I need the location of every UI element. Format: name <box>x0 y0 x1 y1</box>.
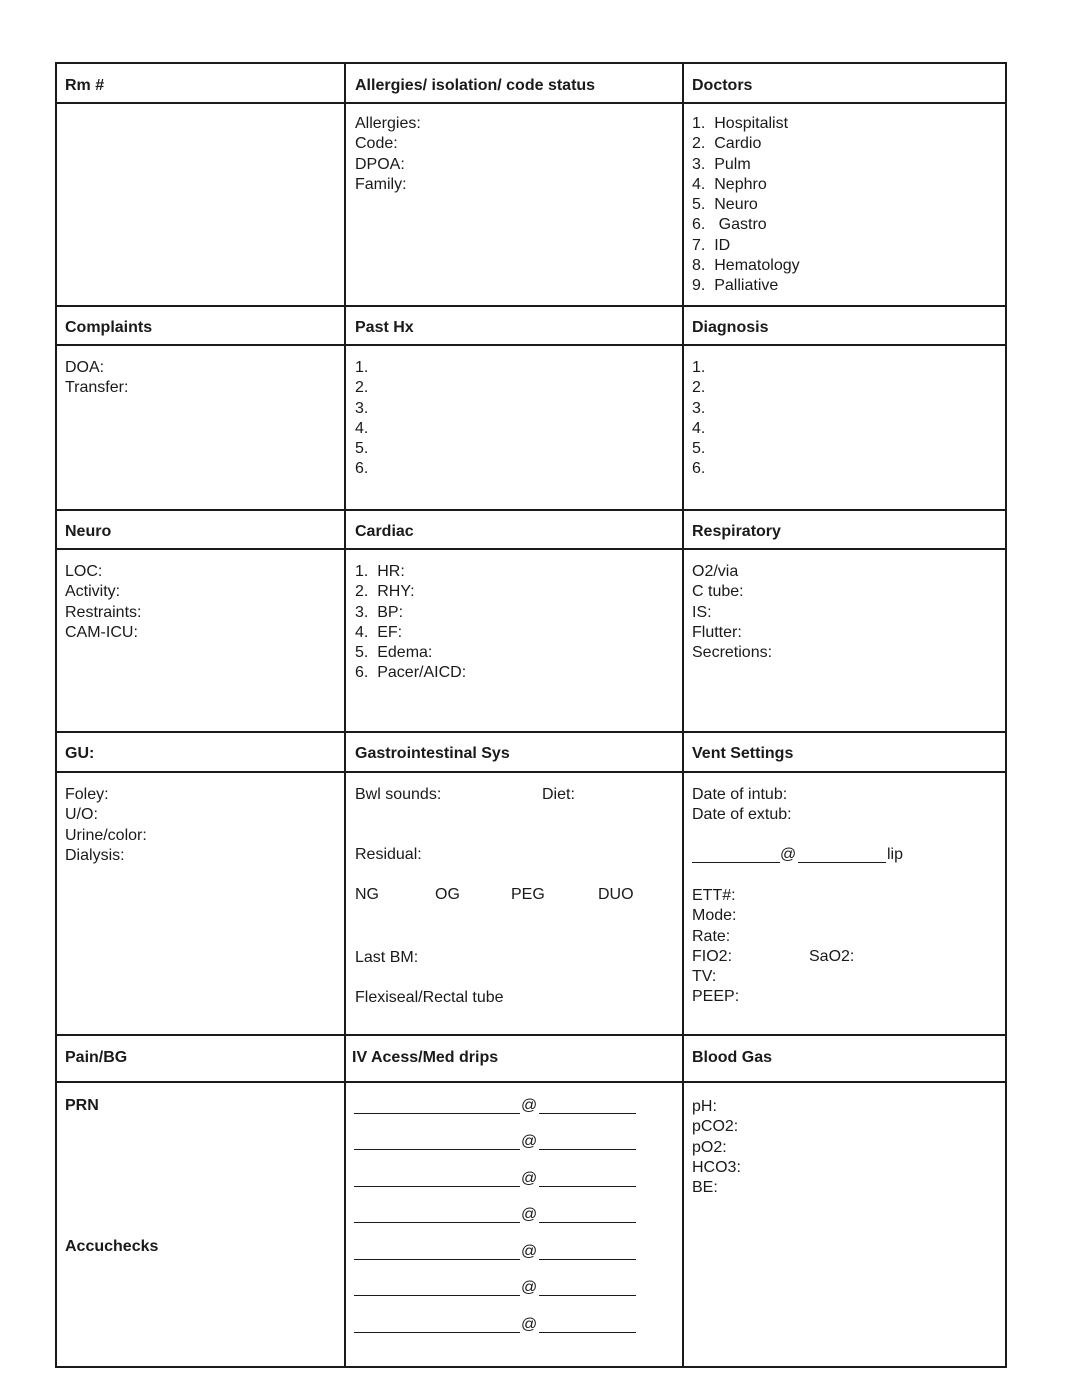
o2-via-field: O2/via <box>692 563 739 580</box>
doctor-item: 8. Hematology <box>692 257 800 275</box>
drip-line-blank <box>354 1259 520 1260</box>
vent-settings-header: Vent Settings <box>692 745 794 762</box>
past-hx-item: 5. <box>355 440 369 458</box>
complaints-header: Complaints <box>65 319 153 336</box>
drip-line-blank <box>354 1113 520 1114</box>
loc-field: LOC: <box>65 563 103 580</box>
rhy-field: 2. RHY: <box>355 583 415 601</box>
doctor-item: 5. Neuro <box>692 196 758 214</box>
pacer-aicd-field: 6. Pacer/AICD: <box>355 664 467 682</box>
code-field: Code: <box>355 135 398 153</box>
restraints-field: Restraints: <box>65 603 142 621</box>
drip-rate-blank <box>539 1295 636 1296</box>
drip-at-symbol: @ <box>521 1133 538 1150</box>
doctor-item: 4. Nephro <box>692 175 767 193</box>
sao2-field: SaO2: <box>809 948 855 965</box>
doctor-item: 7. ID <box>692 236 731 254</box>
drip-line-blank <box>354 1186 520 1187</box>
ef-field: 4. EF: <box>355 623 403 641</box>
drip-at-symbol: @ <box>521 1097 538 1114</box>
iv-access-header: IV Acess/Med drips <box>352 1049 499 1066</box>
iv-drip-lines <box>55 62 1007 1368</box>
dialysis-field: Dialysis: <box>65 846 125 864</box>
patient-report-sheet <box>55 62 1007 1368</box>
doctors-header: Doctors <box>692 77 753 94</box>
doctor-item: 3. Pulm <box>692 155 751 173</box>
allergies-field: Allergies: <box>355 115 421 132</box>
diagnosis-item: 5. <box>692 440 706 458</box>
lip-label: lip <box>887 846 904 863</box>
drip-at-symbol: @ <box>521 1279 538 1296</box>
foley-field: Foley: <box>65 786 109 803</box>
accuchecks-label: Accuchecks <box>65 1238 159 1255</box>
past-hx-item: 6. <box>355 460 369 478</box>
is-field: IS: <box>692 603 712 621</box>
ph-field: pH: <box>692 1098 717 1115</box>
tv-field: TV: <box>692 968 717 986</box>
date-intub-field: Date of intub: <box>692 786 788 803</box>
diagnosis-item: 1. <box>692 359 706 376</box>
og-option: OG <box>435 886 460 903</box>
diagnosis-header: Diagnosis <box>692 319 769 336</box>
drip-rate-blank <box>539 1113 636 1114</box>
respiratory-header: Respiratory <box>692 523 781 540</box>
doctor-item: 9. Palliative <box>692 277 779 295</box>
flexiseal-field: Flexiseal/Rectal tube <box>355 989 504 1006</box>
secretions-field: Secretions: <box>692 644 773 662</box>
past-hx-item: 2. <box>355 379 369 397</box>
hr-field: 1. HR: <box>355 563 405 580</box>
neuro-header: Neuro <box>65 523 112 540</box>
drip-rate-blank <box>539 1186 636 1187</box>
drip-rate-blank <box>539 1259 636 1260</box>
past-hx-item: 4. <box>355 419 369 437</box>
duo-option: DUO <box>598 886 634 903</box>
past-hx-item: 3. <box>355 399 369 417</box>
drip-line-blank <box>354 1295 520 1296</box>
prn-label: PRN <box>65 1097 99 1114</box>
past-hx-item: 1. <box>355 359 369 376</box>
hco3-field: HCO3: <box>692 1158 741 1176</box>
activity-field: Activity: <box>65 583 121 601</box>
drip-at-symbol: @ <box>521 1243 538 1260</box>
fio2-field: FIO2: <box>692 947 733 965</box>
gi-header: Gastrointestinal Sys <box>355 745 510 762</box>
doctor-item: 1. Hospitalist <box>692 115 789 132</box>
flutter-field: Flutter: <box>692 623 742 641</box>
ett-field: ETT#: <box>692 887 736 904</box>
drip-line-blank <box>354 1332 520 1333</box>
ng-option: NG <box>355 886 379 903</box>
pco2-field: pCO2: <box>692 1118 739 1136</box>
pain-bg-header: Pain/BG <box>65 1049 128 1066</box>
last-bm-field: Last BM: <box>355 949 419 966</box>
gu-header: GU: <box>65 745 95 762</box>
diagnosis-item: 4. <box>692 419 706 437</box>
diagnosis-item: 6. <box>692 460 706 478</box>
past-hx-header: Past Hx <box>355 319 414 336</box>
edema-field: 5. Edema: <box>355 644 433 662</box>
cam-icu-field: CAM-ICU: <box>65 623 138 641</box>
rate-field: Rate: <box>692 927 731 945</box>
drip-rate-blank <box>539 1149 636 1150</box>
drip-line-blank <box>354 1149 520 1150</box>
drip-line-blank <box>354 1222 520 1223</box>
peep-field: PEEP: <box>692 988 740 1006</box>
mode-field: Mode: <box>692 907 737 925</box>
dpoa-field: DPOA: <box>355 155 405 173</box>
residual-field: Residual: <box>355 846 422 863</box>
date-extub-field: Date of extub: <box>692 806 792 824</box>
allergies-header: Allergies/ isolation/ code status <box>355 77 596 94</box>
doa-field: DOA: <box>65 359 105 376</box>
bowel-sounds-field: Bwl sounds: <box>355 786 442 803</box>
blood-gas-header: Blood Gas <box>692 1049 773 1066</box>
drip-at-symbol: @ <box>521 1170 538 1187</box>
diagnosis-item: 2. <box>692 379 706 397</box>
bp-field: 3. BP: <box>355 603 404 621</box>
doctor-item: 2. Cardio <box>692 135 762 153</box>
diet-field: Diet: <box>542 786 575 803</box>
ett-at-symbol: @ <box>780 846 797 863</box>
c-tube-field: C tube: <box>692 583 744 601</box>
drip-rate-blank <box>539 1332 636 1333</box>
blood-gas-list <box>692 1097 741 1198</box>
family-field: Family: <box>355 175 407 193</box>
doctor-item: 6. Gastro <box>692 216 767 234</box>
drip-rate-blank <box>539 1222 636 1223</box>
diagnosis-item: 3. <box>692 399 706 417</box>
drip-at-symbol: @ <box>521 1316 538 1333</box>
cardiac-header: Cardiac <box>355 523 414 540</box>
urine-color-field: Urine/color: <box>65 826 147 844</box>
room-number-header: Rm # <box>65 77 105 94</box>
transfer-field: Transfer: <box>65 379 129 397</box>
be-field: BE: <box>692 1179 718 1197</box>
drip-at-symbol: @ <box>521 1206 538 1223</box>
peg-option: PEG <box>511 886 545 903</box>
po2-field: pO2: <box>692 1138 727 1156</box>
uo-field: U/O: <box>65 806 98 824</box>
